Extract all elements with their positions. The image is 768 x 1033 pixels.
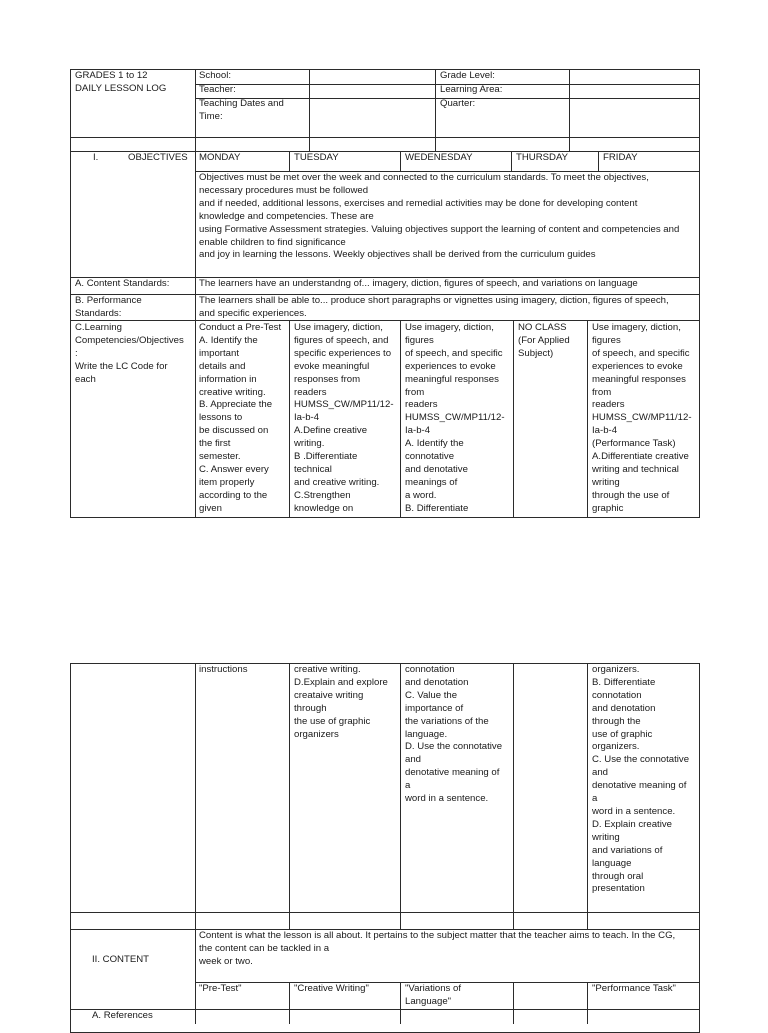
column-divider [587,320,588,518]
log-title: DAILY LESSON LOG [75,83,167,94]
competency-wednesday-continued: connotation and denotation C. Value the importance of the variations of the language. D. Use the connotative and denotative meaning of a word in a sentence. [405,664,503,805]
column-divider [195,663,196,1024]
column-divider [513,982,514,1024]
competency-friday: Use imagery, diction, figures of speech, and specific experiences to evoke meaningful responses from readers HUMSS_CW/MP11/12- Ia-b-4 (Performance Task) A.Differentiate creative writing and technical writing through the use of graphic [592,322,692,514]
column-divider [511,151,512,171]
objectives-heading: OBJECTIVES [128,152,188,163]
content-description: Content is what the lesson is all about. It pertains to the subject matter that the teacher aims to teach. In the CG, the content can be tackled in a week or two. [199,930,676,967]
competency-monday: Conduct a Pre-Test A. Identify the important details and information in creative writing. B. Appreciate the lessons to be discussed on the first semester. C. Answer every item properly according to the given [199,322,282,514]
day-header-friday: FRIDAY [603,152,638,163]
column-divider [400,982,401,1024]
column-divider [513,320,514,518]
column-divider [400,663,401,929]
grades-label: GRADES 1 to 12 [75,70,148,81]
grade-level-label: Grade Level: [440,70,495,81]
competency-friday-continued: organizers. B. Differentiate connotation and denotation through the use of graphic organizers. C. Use the connotative and denotative meaning of a word in a sentence. D. Explain creative writing and variations of language through oral presentation [592,664,690,895]
content-standards-text: The learners have an understandng of... imagery, diction, figures of speech, and variations on language [199,278,638,289]
column-divider [195,69,196,518]
column-divider [400,151,401,171]
competency-wednesday: Use imagery, diction, figures of speech, and specific experiences to evoke meaningful responses from readers HUMSS_CW/MP11/12- Ia-b-4 A. Identify the connotative and denotative meanings of a word. B. Differentiate [405,322,505,514]
quarter-label: Quarter: [440,98,476,109]
column-divider [598,151,599,171]
references-label: A. References [92,1010,153,1021]
column-divider [289,982,290,1024]
content-topic-wednesday: "Variations of Language" [405,983,462,1007]
content-standards-label: A. Content Standards: [75,278,170,289]
performance-standards-label: B. Performance Standards: [75,295,142,319]
row-divider [70,1009,700,1010]
teaching-dates-label: Teaching Dates and Time: [199,98,284,122]
day-header-thursday: THURSDAY [516,152,569,163]
content-heading: II. CONTENT [92,954,150,965]
column-divider [587,982,588,1024]
day-header-tuesday: TUESDAY [294,152,339,163]
column-divider [513,663,514,929]
learning-area-label: Learning Area: [440,84,503,95]
content-topic-tuesday: "Creative Writing" [294,983,369,994]
learning-competencies-label: C.Learning Competencies/Objectives : Write the LC Code for each [75,322,184,385]
competency-monday-continued: instructions [199,664,248,675]
column-divider [289,320,290,518]
column-divider [309,69,310,151]
competency-tuesday: Use imagery, diction, figures of speech, and specific experiences to evoke meaningful responses from readers HUMSS_CW/MP11/12- Ia-b-4 A.Define creative writing. B .Differentiate technical and creative writing. C.Strengthen knowledge on [294,322,394,514]
row-divider [70,912,700,913]
column-divider [569,69,570,151]
school-label: School: [199,70,231,81]
column-divider [289,151,290,171]
column-divider [587,663,588,929]
competency-thursday: NO CLASS (For Applied Subject) [518,322,570,359]
performance-standards-text: The learners shall be able to... produce short paragraphs or vignettes using imagery, diction, figures of speech, and specific experiences. [199,295,669,319]
content-topic-monday: "Pre-Test" [199,983,242,994]
column-divider [435,69,436,151]
column-divider [289,663,290,929]
objectives-intro-text: Objectives must be met over the week and connected to the curriculum standards. To meet the objectives, necessary procedures must be followed and if needed, additional lessons, exercises and remedial activities may be done for developing content knowledge and competencies. These are using Formative Assessment strategies. Valuing objectives support the learning of content and competencies and enable children to find significance and joy in learning the lessons. Weekly objectives shall be derived from the curriculum guides [199,172,680,261]
day-header-monday: MONDAY [199,152,241,163]
objectives-roman-numeral: I. [93,152,99,163]
teacher-label: Teacher: [199,84,236,95]
column-divider [400,320,401,518]
day-header-wednesday: WEDENESDAY [405,152,473,163]
competency-tuesday-continued: creative writing. D.Explain and explore creataive writing through the use of graphic organizers [294,664,388,740]
content-topic-friday: "Performance Task" [592,983,676,994]
row-divider [70,137,700,138]
